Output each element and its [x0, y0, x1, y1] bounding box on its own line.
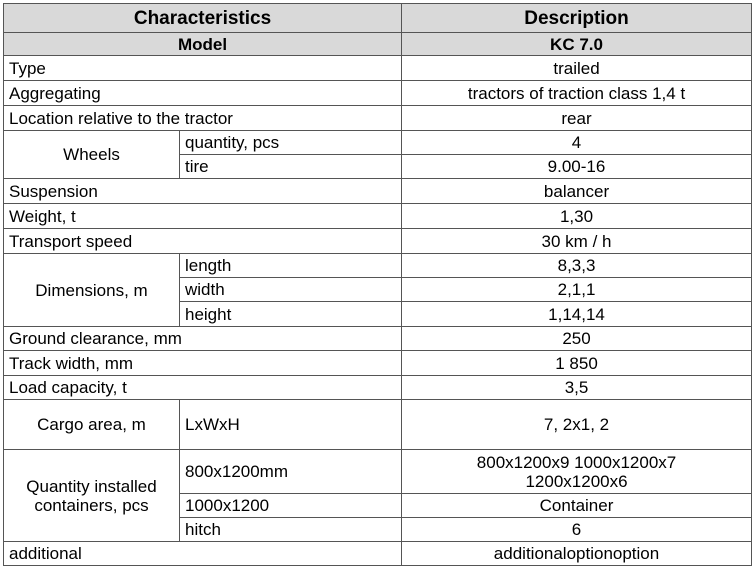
load-capacity-label: Load capacity, t: [4, 376, 402, 400]
ground-clearance-value: 250: [402, 327, 752, 351]
dimensions-length-label: length: [180, 254, 402, 278]
transport-speed-value: 30 km / h: [402, 229, 752, 254]
containers-label-line1: Quantity installed: [26, 476, 157, 496]
weight-value: 1,30: [402, 204, 752, 229]
cargo-area-value: 7, 2x1, 2: [402, 400, 752, 450]
model-value: KC 7.0: [402, 33, 752, 56]
table-row: [4, 229, 752, 254]
containers-size2-value: Container: [402, 494, 752, 518]
table-row: [4, 106, 752, 131]
aggregating-value: tractors of traction class 1,4 t: [402, 81, 752, 106]
table-row: [4, 542, 752, 566]
aggregating-label: Aggregating: [4, 81, 402, 106]
wheels-tire-value: 9.00-16: [402, 155, 752, 179]
model-label: Model: [4, 33, 402, 56]
containers-size1-value-line1: 800x1200x9 1000x1200x7: [476, 452, 677, 472]
additional-value: additionaloptionoption: [402, 542, 752, 566]
type-value: trailed: [402, 56, 752, 81]
table-row: [4, 351, 752, 376]
transport-speed-label: Transport speed: [4, 229, 402, 254]
cargo-area-sub-label: LxWxH: [180, 400, 402, 450]
type-label: Type: [4, 56, 402, 81]
header-row: [4, 4, 752, 33]
suspension-label: Suspension: [4, 179, 402, 204]
containers-hitch-label: hitch: [180, 518, 402, 542]
containers-label: [4, 450, 180, 542]
location-value: rear: [402, 106, 752, 131]
containers-size2-label: 1000x1200: [180, 494, 402, 518]
model-row: [4, 33, 752, 56]
additional-label: additional: [4, 542, 402, 566]
table-row: [4, 400, 752, 450]
containers-size1-label: 800x1200mm: [180, 450, 402, 494]
header-characteristics: Characteristics: [4, 4, 402, 33]
ground-clearance-label: Ground clearance, mm: [4, 327, 402, 351]
suspension-value: balancer: [402, 179, 752, 204]
dimensions-width-value: 2,1,1: [402, 278, 752, 302]
dimensions-length-value: 8,3,3: [402, 254, 752, 278]
table-row: [4, 179, 752, 204]
table-row: [4, 131, 752, 155]
cargo-area-label: Cargo area, m: [4, 400, 180, 450]
header-description: Description: [402, 4, 752, 33]
containers-hitch-value: 6: [402, 518, 752, 542]
table-row: [4, 56, 752, 81]
wheels-quantity-value: 4: [402, 131, 752, 155]
weight-label: Weight, t: [4, 204, 402, 229]
specifications-table: [3, 3, 752, 566]
containers-size1-value-line2: 1200x1200x6: [525, 471, 628, 491]
dimensions-width-label: width: [180, 278, 402, 302]
dimensions-label: Dimensions, m: [4, 254, 180, 327]
wheels-quantity-label: quantity, pcs: [180, 131, 402, 155]
track-width-label: Track width, mm: [4, 351, 402, 376]
dimensions-height-label: height: [180, 302, 402, 327]
track-width-value: 1 850: [402, 351, 752, 376]
table-row: [4, 204, 752, 229]
table-row: [4, 254, 752, 278]
containers-label-line2: containers, pcs: [34, 495, 149, 515]
dimensions-height-value: 1,14,14: [402, 302, 752, 327]
table-row: [4, 450, 752, 494]
location-label: Location relative to the tractor: [4, 106, 402, 131]
containers-size1-value: [402, 450, 752, 494]
table-row: [4, 81, 752, 106]
table-row: [4, 327, 752, 351]
wheels-tire-label: tire: [180, 155, 402, 179]
load-capacity-value: 3,5: [402, 376, 752, 400]
table-row: [4, 376, 752, 400]
wheels-label: Wheels: [4, 131, 180, 179]
